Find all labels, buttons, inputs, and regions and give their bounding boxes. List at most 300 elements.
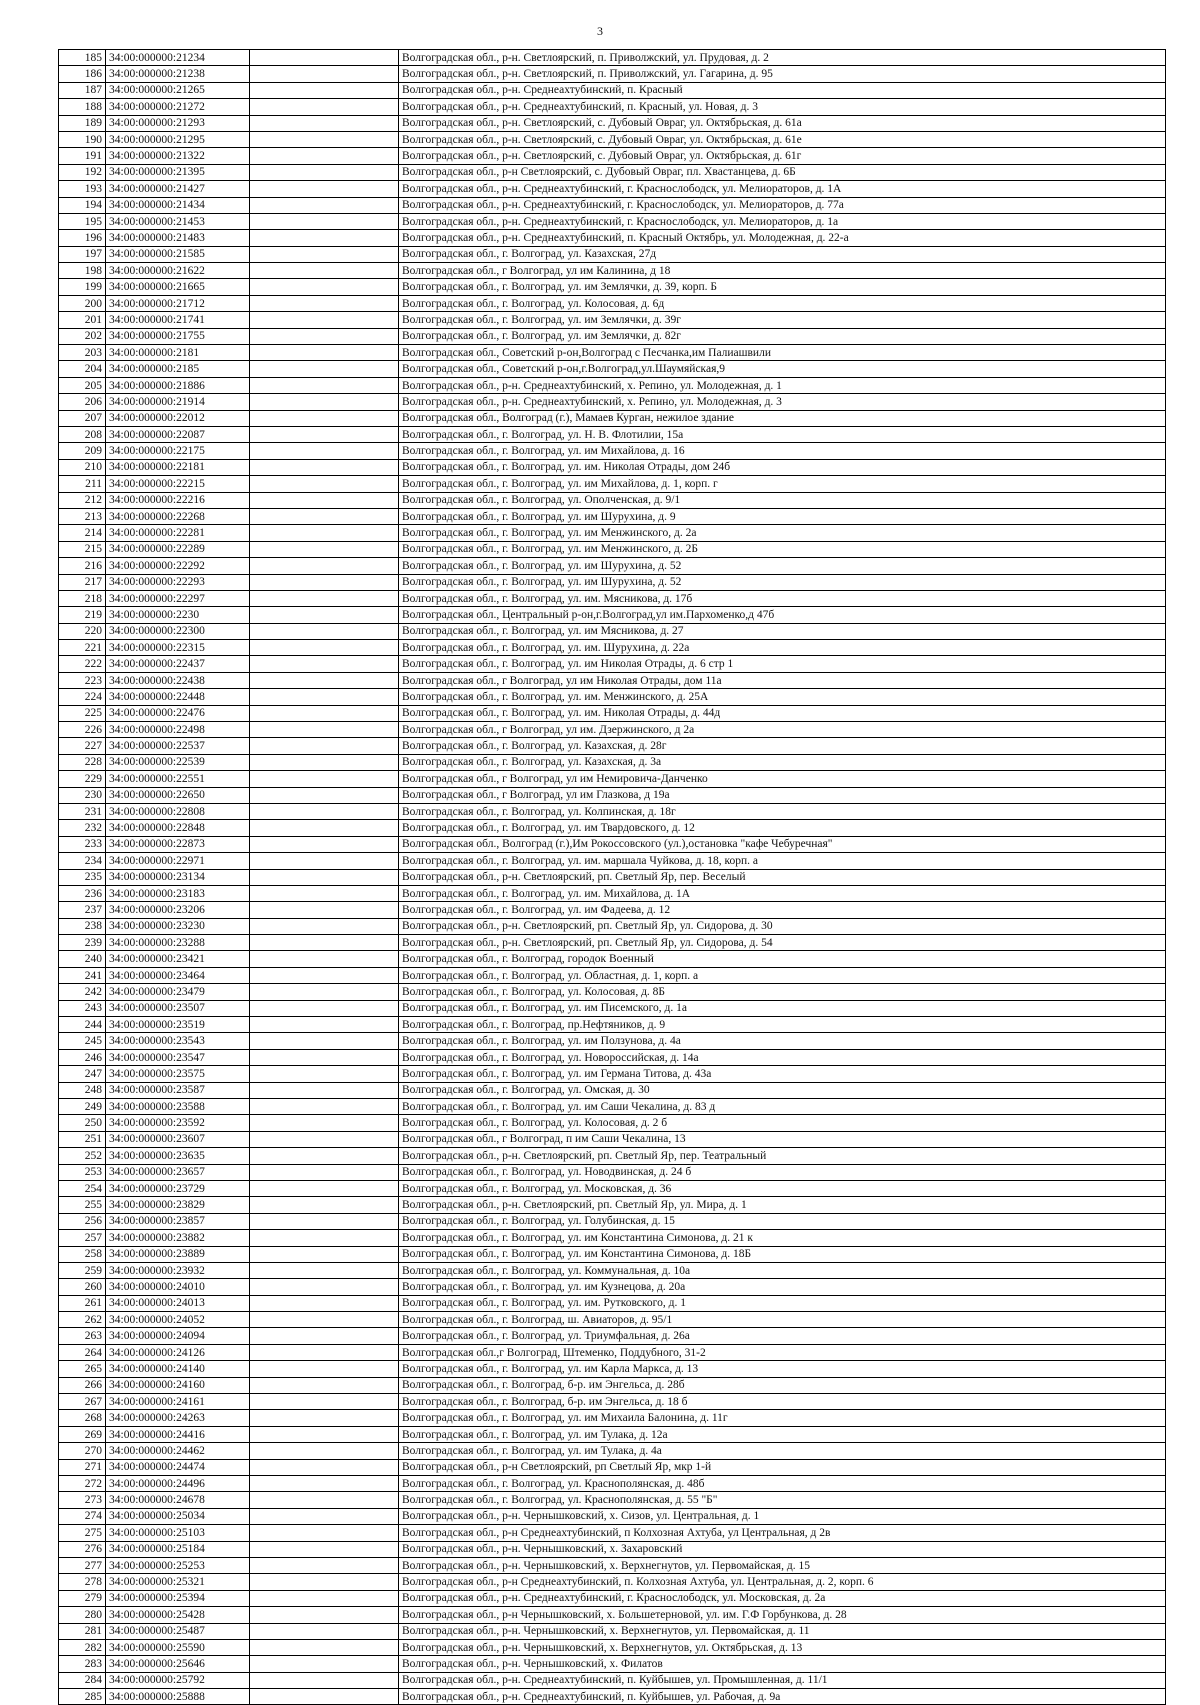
- empty-cell: [250, 607, 399, 623]
- table-row: [59, 1099, 1166, 1115]
- row-number-cell: 187: [59, 82, 106, 98]
- row-number-cell: 250: [59, 1115, 106, 1131]
- table-row: [59, 164, 1166, 180]
- cadastral-number-cell: 34:00:000000:22448: [106, 689, 250, 705]
- address-cell: Волгоградская обл., г. Волгоград, ул. Колосовая, д. 6д: [399, 295, 1166, 311]
- cadastral-number-cell: 34:00:000000:22181: [106, 459, 250, 475]
- cadastral-number-cell: 34:00:000000:22476: [106, 705, 250, 721]
- table-row: [59, 1574, 1166, 1590]
- cadastral-number-cell: 34:00:000000:21238: [106, 66, 250, 82]
- table-row: [59, 197, 1166, 213]
- row-number-cell: 280: [59, 1607, 106, 1623]
- cadastral-number-cell: 34:00:000000:21483: [106, 230, 250, 246]
- address-cell: Волгоградская обл., г. Волгоград, б-р. им Энгельса, д. 28б: [399, 1377, 1166, 1393]
- empty-cell: [250, 1508, 399, 1524]
- empty-cell: [250, 754, 399, 770]
- table-row: [59, 967, 1166, 983]
- empty-cell: [250, 1590, 399, 1606]
- row-number-cell: 186: [59, 66, 106, 82]
- cadastral-number-cell: 34:00:000000:23134: [106, 869, 250, 885]
- empty-cell: [250, 377, 399, 393]
- address-cell: Волгоградская обл., г. Волгоград, ул. Казахская, д. 3а: [399, 754, 1166, 770]
- empty-cell: [250, 99, 399, 115]
- cadastral-number-cell: 34:00:000000:21265: [106, 82, 250, 98]
- table-row: [59, 1180, 1166, 1196]
- empty-cell: [250, 1672, 399, 1688]
- cadastral-number-cell: 34:00:000000:23882: [106, 1230, 250, 1246]
- empty-cell: [250, 1312, 399, 1328]
- address-cell: Волгоградская обл., г. Волгоград, ул. Голубинская, д. 15: [399, 1213, 1166, 1229]
- empty-cell: [250, 66, 399, 82]
- row-number-cell: 252: [59, 1148, 106, 1164]
- address-cell: Волгоградская обл., г. Волгоград, ул. Триумфальная, д. 26а: [399, 1328, 1166, 1344]
- address-cell: Волгоградская обл., г. Волгоград, ул. им Мясникова, д. 27: [399, 623, 1166, 639]
- empty-cell: [250, 82, 399, 98]
- row-number-cell: 227: [59, 738, 106, 754]
- address-cell: Волгоградская обл., г. Волгоград, ул. им Менжинского, д. 2а: [399, 525, 1166, 541]
- address-cell: Волгоградская обл., г. Волгоград, ул. им Менжинского, д. 2Б: [399, 541, 1166, 557]
- cadastral-number-cell: 34:00:000000:21427: [106, 181, 250, 197]
- address-cell: Волгоградская обл., г. Волгоград, ул. им. Шурухина, д. 22а: [399, 640, 1166, 656]
- address-cell: Волгоградская обл., р-н. Чернышковский, х. Верхнегнутов, ул. Первомайская, д. 11: [399, 1623, 1166, 1639]
- empty-cell: [250, 443, 399, 459]
- address-cell: Волгоградская обл., р-н. Светлоярский, рп. Светлый Яр, пер. Театральный: [399, 1148, 1166, 1164]
- empty-cell: [250, 525, 399, 541]
- cadastral-number-cell: 34:00:000000:23592: [106, 1115, 250, 1131]
- empty-cell: [250, 426, 399, 442]
- empty-cell: [250, 918, 399, 934]
- row-number-cell: 282: [59, 1639, 106, 1655]
- table-row: [59, 345, 1166, 361]
- table-row: [59, 508, 1166, 524]
- table-row: [59, 1459, 1166, 1475]
- table-row: [59, 1017, 1166, 1033]
- cadastral-number-cell: 34:00:000000:23932: [106, 1262, 250, 1278]
- empty-cell: [250, 230, 399, 246]
- address-cell: Волгоградская обл., р-н. Чернышковский, х. Захаровский: [399, 1541, 1166, 1557]
- table-row: [59, 279, 1166, 295]
- table-row: [59, 361, 1166, 377]
- table-row: [59, 853, 1166, 869]
- row-number-cell: 238: [59, 918, 106, 934]
- table-row: [59, 1131, 1166, 1147]
- address-cell: Волгоградская обл., р-н. Среднеахтубинский, г. Краснослободск, ул. Мелиораторов, д. 77а: [399, 197, 1166, 213]
- table-row: [59, 1328, 1166, 1344]
- table-row: [59, 1295, 1166, 1311]
- row-number-cell: 253: [59, 1164, 106, 1180]
- address-cell: Волгоградская обл., г Волгоград, п им Саши Чекалина, 13: [399, 1131, 1166, 1147]
- row-number-cell: 209: [59, 443, 106, 459]
- table-row: [59, 640, 1166, 656]
- address-cell: Волгоградская обл., р-н. Среднеахтубинский, г. Краснослободск, ул. Мелиораторов, д. 1а: [399, 213, 1166, 229]
- address-cell: Волгоградская обл., г. Волгоград, ул. им Михаила Балонина, д. 11г: [399, 1410, 1166, 1426]
- cadastral-number-cell: 34:00:000000:22289: [106, 541, 250, 557]
- cadastral-number-cell: 34:00:000000:25590: [106, 1639, 250, 1655]
- cadastral-number-cell: 34:00:000000:21322: [106, 148, 250, 164]
- row-number-cell: 213: [59, 508, 106, 524]
- table-row: [59, 312, 1166, 328]
- row-number-cell: 208: [59, 426, 106, 442]
- row-number-cell: 205: [59, 377, 106, 393]
- empty-cell: [250, 672, 399, 688]
- cadastral-number-cell: 34:00:000000:23519: [106, 1017, 250, 1033]
- cadastral-number-cell: 34:00:000000:23729: [106, 1180, 250, 1196]
- cadastral-number-cell: 34:00:000000:22268: [106, 508, 250, 524]
- empty-cell: [250, 1328, 399, 1344]
- table-row: [59, 263, 1166, 279]
- table-row: [59, 1262, 1166, 1278]
- empty-cell: [250, 705, 399, 721]
- empty-cell: [250, 656, 399, 672]
- cadastral-number-cell: 34:00:000000:25321: [106, 1574, 250, 1590]
- empty-cell: [250, 574, 399, 590]
- cadastral-number-cell: 34:00:000000:21234: [106, 50, 250, 66]
- table-row: [59, 1607, 1166, 1623]
- address-cell: Волгоградская обл., г. Волгоград, ул. им Германа Титова, д. 43а: [399, 1066, 1166, 1082]
- cadastral-number-cell: 34:00:000000:21295: [106, 131, 250, 147]
- table-row: [59, 984, 1166, 1000]
- cadastral-number-cell: 34:00:000000:23288: [106, 935, 250, 951]
- row-number-cell: 245: [59, 1033, 106, 1049]
- row-number-cell: 267: [59, 1394, 106, 1410]
- table-row: [59, 1148, 1166, 1164]
- cadastral-number-cell: 34:00:000000:21585: [106, 246, 250, 262]
- row-number-cell: 270: [59, 1443, 106, 1459]
- table-row: [59, 590, 1166, 606]
- cadastral-number-cell: 34:00:000000:24052: [106, 1312, 250, 1328]
- row-number-cell: 224: [59, 689, 106, 705]
- table-row: [59, 1656, 1166, 1672]
- table-row: [59, 66, 1166, 82]
- row-number-cell: 251: [59, 1131, 106, 1147]
- row-number-cell: 259: [59, 1262, 106, 1278]
- row-number-cell: 191: [59, 148, 106, 164]
- address-cell: Волгоградская обл., р-н. Светлоярский, рп. Светлый Яр, ул. Сидорова, д. 54: [399, 935, 1166, 951]
- cadastral-number-cell: 34:00:000000:21434: [106, 197, 250, 213]
- empty-cell: [250, 1099, 399, 1115]
- address-cell: Волгоградская обл., Центральный р-он,г.Волгоград,ул им.Пархоменко,д 47б: [399, 607, 1166, 623]
- cadastral-number-cell: 34:00:000000:24263: [106, 1410, 250, 1426]
- address-cell: Волгоградская обл., г. Волгоград, ул. Коммунальная, д. 10а: [399, 1262, 1166, 1278]
- address-cell: Волгоградская обл., г. Волгоград, ул. им Карла Маркса, д. 13: [399, 1361, 1166, 1377]
- cadastral-number-cell: 34:00:000000:23607: [106, 1131, 250, 1147]
- row-number-cell: 228: [59, 754, 106, 770]
- empty-cell: [250, 115, 399, 131]
- table-row: [59, 1672, 1166, 1688]
- cadastral-number-cell: 34:00:000000:22437: [106, 656, 250, 672]
- cadastral-number-cell: 34:00:000000:25253: [106, 1557, 250, 1573]
- address-cell: Волгоградская обл., г. Волгоград, ул. им. Николая Отрады, д. 44д: [399, 705, 1166, 721]
- row-number-cell: 249: [59, 1099, 106, 1115]
- empty-cell: [250, 1574, 399, 1590]
- empty-cell: [250, 164, 399, 180]
- cadastral-number-cell: 34:00:000000:25103: [106, 1525, 250, 1541]
- address-cell: Волгоградская обл., г. Волгоград, ул. им Кузнецова, д. 20а: [399, 1279, 1166, 1295]
- registry-table: [58, 49, 1166, 1705]
- empty-cell: [250, 1017, 399, 1033]
- row-number-cell: 271: [59, 1459, 106, 1475]
- empty-cell: [250, 640, 399, 656]
- row-number-cell: 283: [59, 1656, 106, 1672]
- table-row: [59, 1082, 1166, 1098]
- page-number: 3: [597, 24, 603, 38]
- empty-cell: [250, 1180, 399, 1196]
- cadastral-number-cell: 34:00:000000:22537: [106, 738, 250, 754]
- row-number-cell: 239: [59, 935, 106, 951]
- row-number-cell: 212: [59, 492, 106, 508]
- address-cell: Волгоградская обл., г. Волгоград, ул. им Шурухина, д. 9: [399, 508, 1166, 524]
- empty-cell: [250, 1475, 399, 1491]
- row-number-cell: 273: [59, 1492, 106, 1508]
- cadastral-number-cell: 34:00:000000:25184: [106, 1541, 250, 1557]
- row-number-cell: 246: [59, 1049, 106, 1065]
- row-number-cell: 198: [59, 263, 106, 279]
- empty-cell: [250, 279, 399, 295]
- empty-cell: [250, 1377, 399, 1393]
- address-cell: Волгоградская обл., г. Волгоград, ул. Колпинская, д. 18г: [399, 803, 1166, 819]
- table-row: [59, 1426, 1166, 1442]
- empty-cell: [250, 820, 399, 836]
- table-row: [59, 525, 1166, 541]
- row-number-cell: 285: [59, 1689, 106, 1705]
- table-row: [59, 99, 1166, 115]
- address-cell: Волгоградская обл., г Волгоград, ул им Николая Отрады, дом 11а: [399, 672, 1166, 688]
- address-cell: Волгоградская обл., г. Волгоград, городок Военный: [399, 951, 1166, 967]
- empty-cell: [250, 623, 399, 639]
- row-number-cell: 185: [59, 50, 106, 66]
- cadastral-number-cell: 34:00:000000:23507: [106, 1000, 250, 1016]
- table-row: [59, 1541, 1166, 1557]
- table-row: [59, 1279, 1166, 1295]
- row-number-cell: 237: [59, 902, 106, 918]
- cadastral-number-cell: 34:00:000000:22087: [106, 426, 250, 442]
- table-row: [59, 935, 1166, 951]
- cadastral-number-cell: 34:00:000000:23421: [106, 951, 250, 967]
- empty-cell: [250, 541, 399, 557]
- table-row: [59, 1377, 1166, 1393]
- row-number-cell: 203: [59, 345, 106, 361]
- row-number-cell: 262: [59, 1312, 106, 1328]
- cadastral-number-cell: 34:00:000000:22012: [106, 410, 250, 426]
- empty-cell: [250, 459, 399, 475]
- empty-cell: [250, 1262, 399, 1278]
- table-row: [59, 476, 1166, 492]
- address-cell: Волгоградская обл., г. Волгоград, ул. Омская, д. 30: [399, 1082, 1166, 1098]
- table-row: [59, 1312, 1166, 1328]
- cadastral-number-cell: 34:00:000000:21665: [106, 279, 250, 295]
- empty-cell: [250, 1148, 399, 1164]
- empty-cell: [250, 197, 399, 213]
- table-row: [59, 1590, 1166, 1606]
- table-row: [59, 558, 1166, 574]
- empty-cell: [250, 885, 399, 901]
- table-row: [59, 1164, 1166, 1180]
- empty-cell: [250, 1459, 399, 1475]
- empty-cell: [250, 1033, 399, 1049]
- table-row: [59, 820, 1166, 836]
- empty-cell: [250, 1164, 399, 1180]
- cadastral-number-cell: 34:00:000000:21272: [106, 99, 250, 115]
- cadastral-number-cell: 34:00:000000:23183: [106, 885, 250, 901]
- empty-cell: [250, 263, 399, 279]
- cadastral-number-cell: 34:00:000000:24161: [106, 1394, 250, 1410]
- cadastral-number-cell: 34:00:000000:21293: [106, 115, 250, 131]
- empty-cell: [250, 1394, 399, 1410]
- cadastral-number-cell: 34:00:000000:25428: [106, 1607, 250, 1623]
- table-row: [59, 918, 1166, 934]
- empty-cell: [250, 394, 399, 410]
- row-number-cell: 275: [59, 1525, 106, 1541]
- cadastral-number-cell: 34:00:000000:22438: [106, 672, 250, 688]
- empty-cell: [250, 1049, 399, 1065]
- cadastral-number-cell: 34:00:000000:21914: [106, 394, 250, 410]
- cadastral-number-cell: 34:00:000000:23230: [106, 918, 250, 934]
- table-row: [59, 1508, 1166, 1524]
- cadastral-number-cell: 34:00:000000:21886: [106, 377, 250, 393]
- table-row: [59, 181, 1166, 197]
- address-cell: Волгоградская обл., г. Волгоград, ул. им Михайлова, д. 1, корп. г: [399, 476, 1166, 492]
- address-cell: Волгоградская обл., г. Волгоград, ул. Казахская, 27д: [399, 246, 1166, 262]
- address-cell: Волгоградская обл., р-н. Среднеахтубинский, п. Красный Октябрь, ул. Молодежная, д. 22-а: [399, 230, 1166, 246]
- address-cell: Волгоградская обл., г Волгоград, ул им Глазкова, д 19а: [399, 787, 1166, 803]
- cadastral-number-cell: 34:00:000000:23829: [106, 1197, 250, 1213]
- empty-cell: [250, 1213, 399, 1229]
- empty-cell: [250, 590, 399, 606]
- address-cell: Волгоградская обл., г. Волгоград, ул. Казахская, д. 28г: [399, 738, 1166, 754]
- row-number-cell: 230: [59, 787, 106, 803]
- table-row: [59, 869, 1166, 885]
- empty-cell: [250, 869, 399, 885]
- row-number-cell: 226: [59, 722, 106, 738]
- empty-cell: [250, 508, 399, 524]
- row-number-cell: 225: [59, 705, 106, 721]
- table-row: [59, 902, 1166, 918]
- row-number-cell: 201: [59, 312, 106, 328]
- address-cell: Волгоградская обл., г. Волгоград, ул. им Землячки, д. 39г: [399, 312, 1166, 328]
- cadastral-number-cell: 34:00:000000:24126: [106, 1344, 250, 1360]
- row-number-cell: 194: [59, 197, 106, 213]
- row-number-cell: 200: [59, 295, 106, 311]
- address-cell: Волгоградская обл., р-н Светлоярский, с. Дубовый Овраг, пл. Хвастанцева, д. 6Б: [399, 164, 1166, 180]
- empty-cell: [250, 181, 399, 197]
- address-cell: Волгоградская обл., р-н. Чернышковский, х. Верхнегнутов, ул. Первомайская, д. 15: [399, 1557, 1166, 1573]
- row-number-cell: 232: [59, 820, 106, 836]
- table-row: [59, 131, 1166, 147]
- empty-cell: [250, 853, 399, 869]
- row-number-cell: 233: [59, 836, 106, 852]
- address-cell: Волгоградская обл., р-н Светлоярский, рп Светлый Яр, мкр 1-й: [399, 1459, 1166, 1475]
- table-row: [59, 1000, 1166, 1016]
- cadastral-number-cell: 34:00:000000:22216: [106, 492, 250, 508]
- empty-cell: [250, 787, 399, 803]
- cadastral-number-cell: 34:00:000000:22551: [106, 771, 250, 787]
- row-number-cell: 192: [59, 164, 106, 180]
- cadastral-number-cell: 34:00:000000:24160: [106, 1377, 250, 1393]
- table-row: [59, 50, 1166, 66]
- row-number-cell: 263: [59, 1328, 106, 1344]
- cadastral-number-cell: 34:00:000000:22848: [106, 820, 250, 836]
- cadastral-number-cell: 34:00:000000:23635: [106, 1148, 250, 1164]
- address-cell: Волгоградская обл., г. Волгоград, ул. Н. В. Флотилии, 15а: [399, 426, 1166, 442]
- row-number-cell: 243: [59, 1000, 106, 1016]
- row-number-cell: 204: [59, 361, 106, 377]
- address-cell: Волгоградская обл., г. Волгоград, ул. им. Михайлова, д. 1А: [399, 885, 1166, 901]
- row-number-cell: 255: [59, 1197, 106, 1213]
- table-row: [59, 722, 1166, 738]
- row-number-cell: 229: [59, 771, 106, 787]
- row-number-cell: 199: [59, 279, 106, 295]
- row-number-cell: 223: [59, 672, 106, 688]
- address-cell: Волгоградская обл., г. Волгоград, ш. Авиаторов, д. 95/1: [399, 1312, 1166, 1328]
- table-row: [59, 1639, 1166, 1655]
- cadastral-number-cell: 34:00:000000:22215: [106, 476, 250, 492]
- address-cell: Волгоградская обл., р-н. Чернышковский, х. Сизов, ул. Центральная, д. 1: [399, 1508, 1166, 1524]
- row-number-cell: 276: [59, 1541, 106, 1557]
- row-number-cell: 264: [59, 1344, 106, 1360]
- row-number-cell: 248: [59, 1082, 106, 1098]
- address-cell: Волгоградская обл., г. Волгоград, ул. им Шурухина, д. 52: [399, 574, 1166, 590]
- address-cell: Волгоградская обл., р-н. Светлоярский, рп. Светлый Яр, ул. Мира, д. 1: [399, 1197, 1166, 1213]
- address-cell: Волгоградская обл., р-н. Среднеахтубинский, х. Репино, ул. Молодежная, д. 3: [399, 394, 1166, 410]
- empty-cell: [250, 361, 399, 377]
- table-row: [59, 246, 1166, 262]
- address-cell: Волгоградская обл., р-н. Светлоярский, с. Дубовый Овраг, ул. Октябрьская, д. 61г: [399, 148, 1166, 164]
- address-cell: Волгоградская обл., г. Волгоград, ул. им Тулака, д. 12а: [399, 1426, 1166, 1442]
- cadastral-number-cell: 34:00:000000:22315: [106, 640, 250, 656]
- table-row: [59, 951, 1166, 967]
- empty-cell: [250, 803, 399, 819]
- empty-cell: [250, 1443, 399, 1459]
- empty-cell: [250, 1082, 399, 1098]
- empty-cell: [250, 1557, 399, 1573]
- empty-cell: [250, 328, 399, 344]
- empty-cell: [250, 1639, 399, 1655]
- empty-cell: [250, 689, 399, 705]
- cadastral-number-cell: 34:00:000000:24013: [106, 1295, 250, 1311]
- table-row: [59, 771, 1166, 787]
- address-cell: Волгоградская обл., г. Волгоград, ул. им Писемского, д. 1а: [399, 1000, 1166, 1016]
- address-cell: Волгоградская обл., г Волгоград, ул им Калинина, д 18: [399, 263, 1166, 279]
- address-cell: Волгоградская обл., Советский р-он,Волгоград с Песчанка,им Палиашвили: [399, 345, 1166, 361]
- row-number-cell: 241: [59, 967, 106, 983]
- table-row: [59, 426, 1166, 442]
- row-number-cell: 240: [59, 951, 106, 967]
- address-cell: Волгоградская обл., р-н Чернышковский, х. Большетерновой, ул. им. Г.Ф Горбункова, д. 28: [399, 1607, 1166, 1623]
- row-number-cell: 189: [59, 115, 106, 131]
- row-number-cell: 215: [59, 541, 106, 557]
- cadastral-number-cell: 34:00:000000:21741: [106, 312, 250, 328]
- table-row: [59, 672, 1166, 688]
- table-row: [59, 1410, 1166, 1426]
- cadastral-number-cell: 34:00:000000:25394: [106, 1590, 250, 1606]
- cadastral-number-cell: 34:00:000000:24416: [106, 1426, 250, 1442]
- address-cell: Волгоградская обл., г. Волгоград, ул. Колосовая, д. 8Б: [399, 984, 1166, 1000]
- empty-cell: [250, 1344, 399, 1360]
- address-cell: Волгоградская обл., р-н. Светлоярский, с. Дубовый Овраг, ул. Октябрьская, д. 61а: [399, 115, 1166, 131]
- row-number-cell: 196: [59, 230, 106, 246]
- empty-cell: [250, 1230, 399, 1246]
- table-row: [59, 1213, 1166, 1229]
- cadastral-number-cell: 34:00:000000:2185: [106, 361, 250, 377]
- row-number-cell: 279: [59, 1590, 106, 1606]
- table-row: [59, 213, 1166, 229]
- empty-cell: [250, 1656, 399, 1672]
- address-cell: Волгоградская обл., г. Волгоград, ул. Новороссийская, д. 14а: [399, 1049, 1166, 1065]
- address-cell: Волгоградская обл., р-н Среднеахтубинский, п. Колхозная Ахтуба, ул. Центральная, д. 2, корп. 6: [399, 1574, 1166, 1590]
- address-cell: Волгоградская обл., г. Волгоград, ул. им Твардовского, д. 12: [399, 820, 1166, 836]
- address-cell: Волгоградская обл., р-н. Чернышковский, х. Филатов: [399, 1656, 1166, 1672]
- address-cell: Волгоградская обл., р-н. Среднеахтубинский, п. Куйбышев, ул. Рабочая, д. 9а: [399, 1689, 1166, 1705]
